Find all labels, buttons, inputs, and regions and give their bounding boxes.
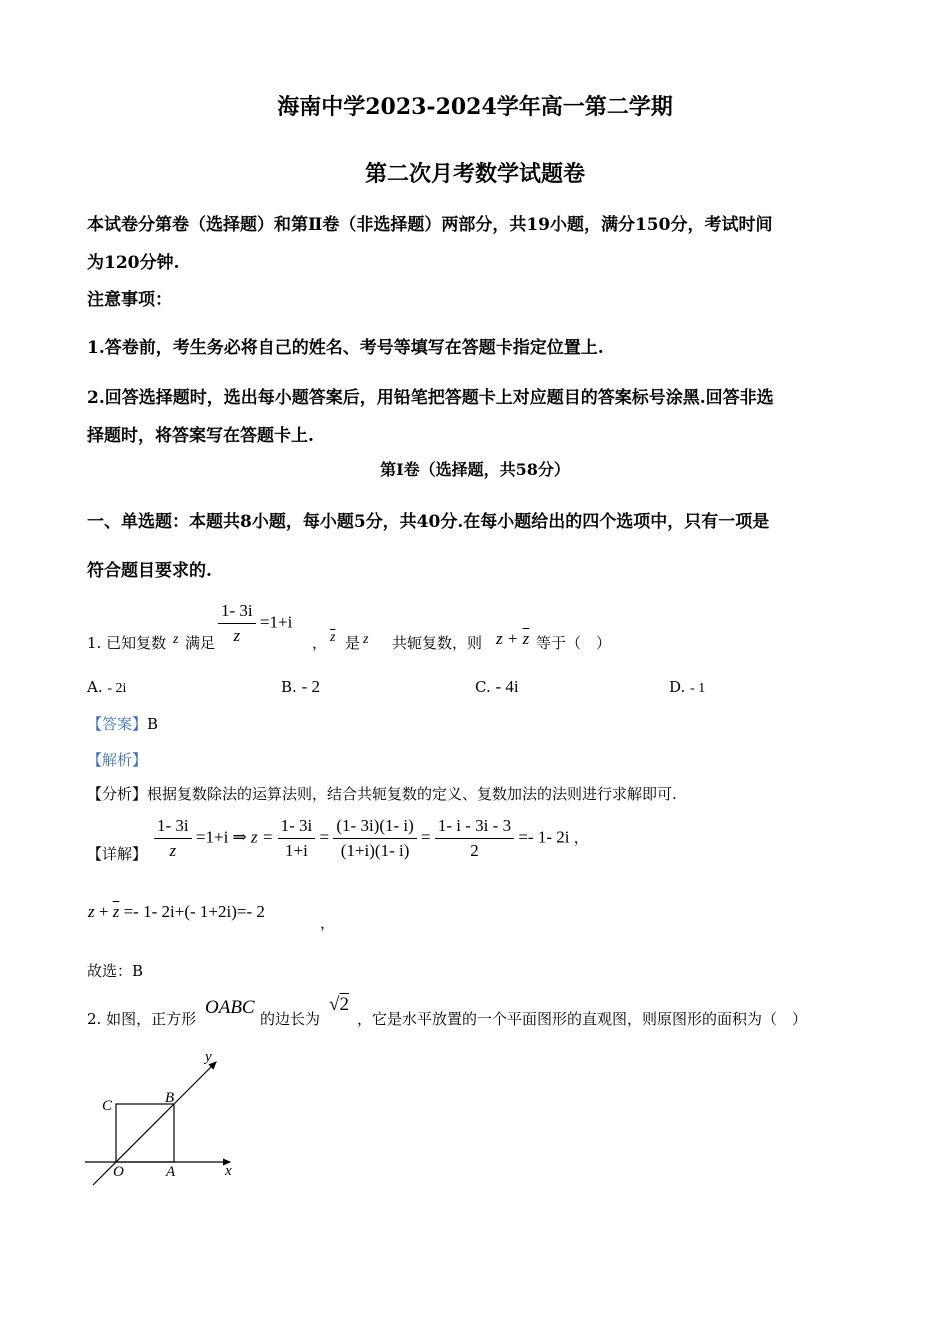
d-result: =- 1- 2i [518, 827, 570, 847]
detail-tag: 【详解】 [87, 845, 148, 863]
notice-2-line1: 2.回答选择题时，选出每小题答案后，用铅笔把答题卡上对应题目的答案标号涂黑.回答非选 [87, 388, 774, 408]
d-f4-num: 1- i - 3i - 3 [435, 816, 514, 839]
d-eq1: = [319, 827, 330, 847]
q2-oabc: OABC [205, 997, 255, 1018]
q1-satisfies: 满足 [185, 634, 216, 652]
label-x: x [225, 1163, 232, 1179]
label-y: y [205, 1049, 212, 1065]
d-f1-num: 1- 3i [154, 816, 192, 839]
label-o: O [113, 1164, 124, 1180]
option-c-label: C. [475, 678, 491, 696]
d-eq2: = [421, 827, 431, 847]
detail-equation [154, 816, 589, 861]
exam-title-line1: 海南中学2023-2024学年高一第二学期 [277, 94, 673, 120]
label-b: B [165, 1090, 175, 1106]
q1-frac-den: z [233, 626, 241, 645]
label-c: C [102, 1098, 113, 1114]
option-c-value: - 4i [495, 677, 519, 696]
q1-eq-rhs: =1+i [259, 612, 293, 632]
notice-1: 1.答卷前，考生务必将自己的姓名、考号等填写在答题卡指定位置上. [87, 338, 604, 358]
d-f2-den: 1+i [285, 841, 308, 860]
d-mid: =1+i ⇒ [195, 827, 247, 847]
answer-value: B [147, 715, 159, 733]
option-a-label: A. [87, 678, 103, 696]
option-b-value: - 2 [301, 677, 320, 696]
d-z-eq: z = [251, 827, 274, 847]
d-f3-den: (1+i)(1- i) [340, 841, 410, 860]
d-f2-num: 1- 3i [278, 816, 316, 839]
q2-sqrt-value: 2 [339, 994, 349, 1015]
notice-2-line2: 择题时，将答案写在答题卡上. [87, 426, 314, 446]
notice-title: 注意事项： [87, 290, 172, 310]
q1-sum-expr: $z + \overline{z}$ [496, 629, 530, 648]
d-f4-den: 2 [470, 841, 479, 860]
q2-prefix: 2. 如图，正方形 [87, 1010, 197, 1028]
q1-is: 是 [345, 634, 361, 652]
q1-option-a[interactable] [87, 678, 126, 697]
q1-choose: 故选：B [87, 962, 144, 980]
q1-frac-num: 1- 3i [218, 601, 256, 624]
option-b-label: B. [281, 678, 297, 696]
q2-sqrt: √2 [329, 994, 349, 1015]
analysis-tag: 【解析】 [87, 751, 148, 769]
intro-line2: 为120分钟. [87, 253, 180, 273]
y-axis [93, 1062, 216, 1185]
exam-title-line2: 第二次月考数学试题卷 [364, 161, 585, 187]
d-f3-num: (1- 3i)(1- i) [333, 816, 416, 839]
q1-var-z: z [173, 632, 179, 647]
fenxi-text: 根据复数除法的运算法则，结合共轭复数的定义、复数加法的法则进行求解即可. [147, 785, 677, 803]
option-d-label: D. [669, 678, 686, 696]
label-a: A [166, 1164, 176, 1180]
d-comma: ， [573, 830, 589, 847]
intro-line1: 本试卷分第卷（选择题）和第Ⅱ卷（非选择题）两部分，共19小题，满分150分，考试时间 [87, 215, 773, 235]
q1-comma: ， [312, 634, 328, 652]
q1-equals: 等于（ ） [536, 634, 612, 652]
single-choice-line1: 一、单选题：本题共8小题，每小题5分，共40分.在每小题给出的四个选项中，只有一项是 [87, 512, 770, 532]
sum-comma: ， [320, 914, 336, 932]
option-d-value: - 1 [690, 681, 706, 696]
q1-prefix: 1. 已知复数 [87, 634, 167, 652]
q1-z2: z [363, 632, 369, 647]
q2-side: 的边长为 [260, 1010, 321, 1028]
q2-rest: ，它是水平放置的一个平面图形的直观图，则原图形的面积为（ ） [357, 1010, 808, 1028]
q1-conj: 共轭复数，则 [392, 634, 483, 652]
q1-option-b[interactable] [281, 677, 320, 697]
sum-line: $z + \overline{z} =- 1-$ 2i+(- 1+2i)=- 2 [88, 902, 265, 921]
q1-option-c[interactable] [475, 677, 519, 697]
q1-fenxi [87, 783, 677, 804]
q2-figure [80, 1045, 250, 1190]
q1-zbar: $\overline{z}$ [330, 630, 336, 645]
option-a-value: - 2i [107, 681, 127, 696]
single-choice-line2: 符合题目要求的. [87, 561, 212, 581]
answer-tag: 【答案】 [87, 715, 148, 733]
part1-title: 第I卷（选择题，共58分） [380, 460, 570, 479]
fenxi-tag: 【分析】 [87, 785, 148, 803]
q1-equation [218, 601, 292, 646]
d-f1-den: z [169, 841, 177, 860]
q1-option-d[interactable] [669, 678, 705, 697]
q1-answer [87, 713, 158, 734]
